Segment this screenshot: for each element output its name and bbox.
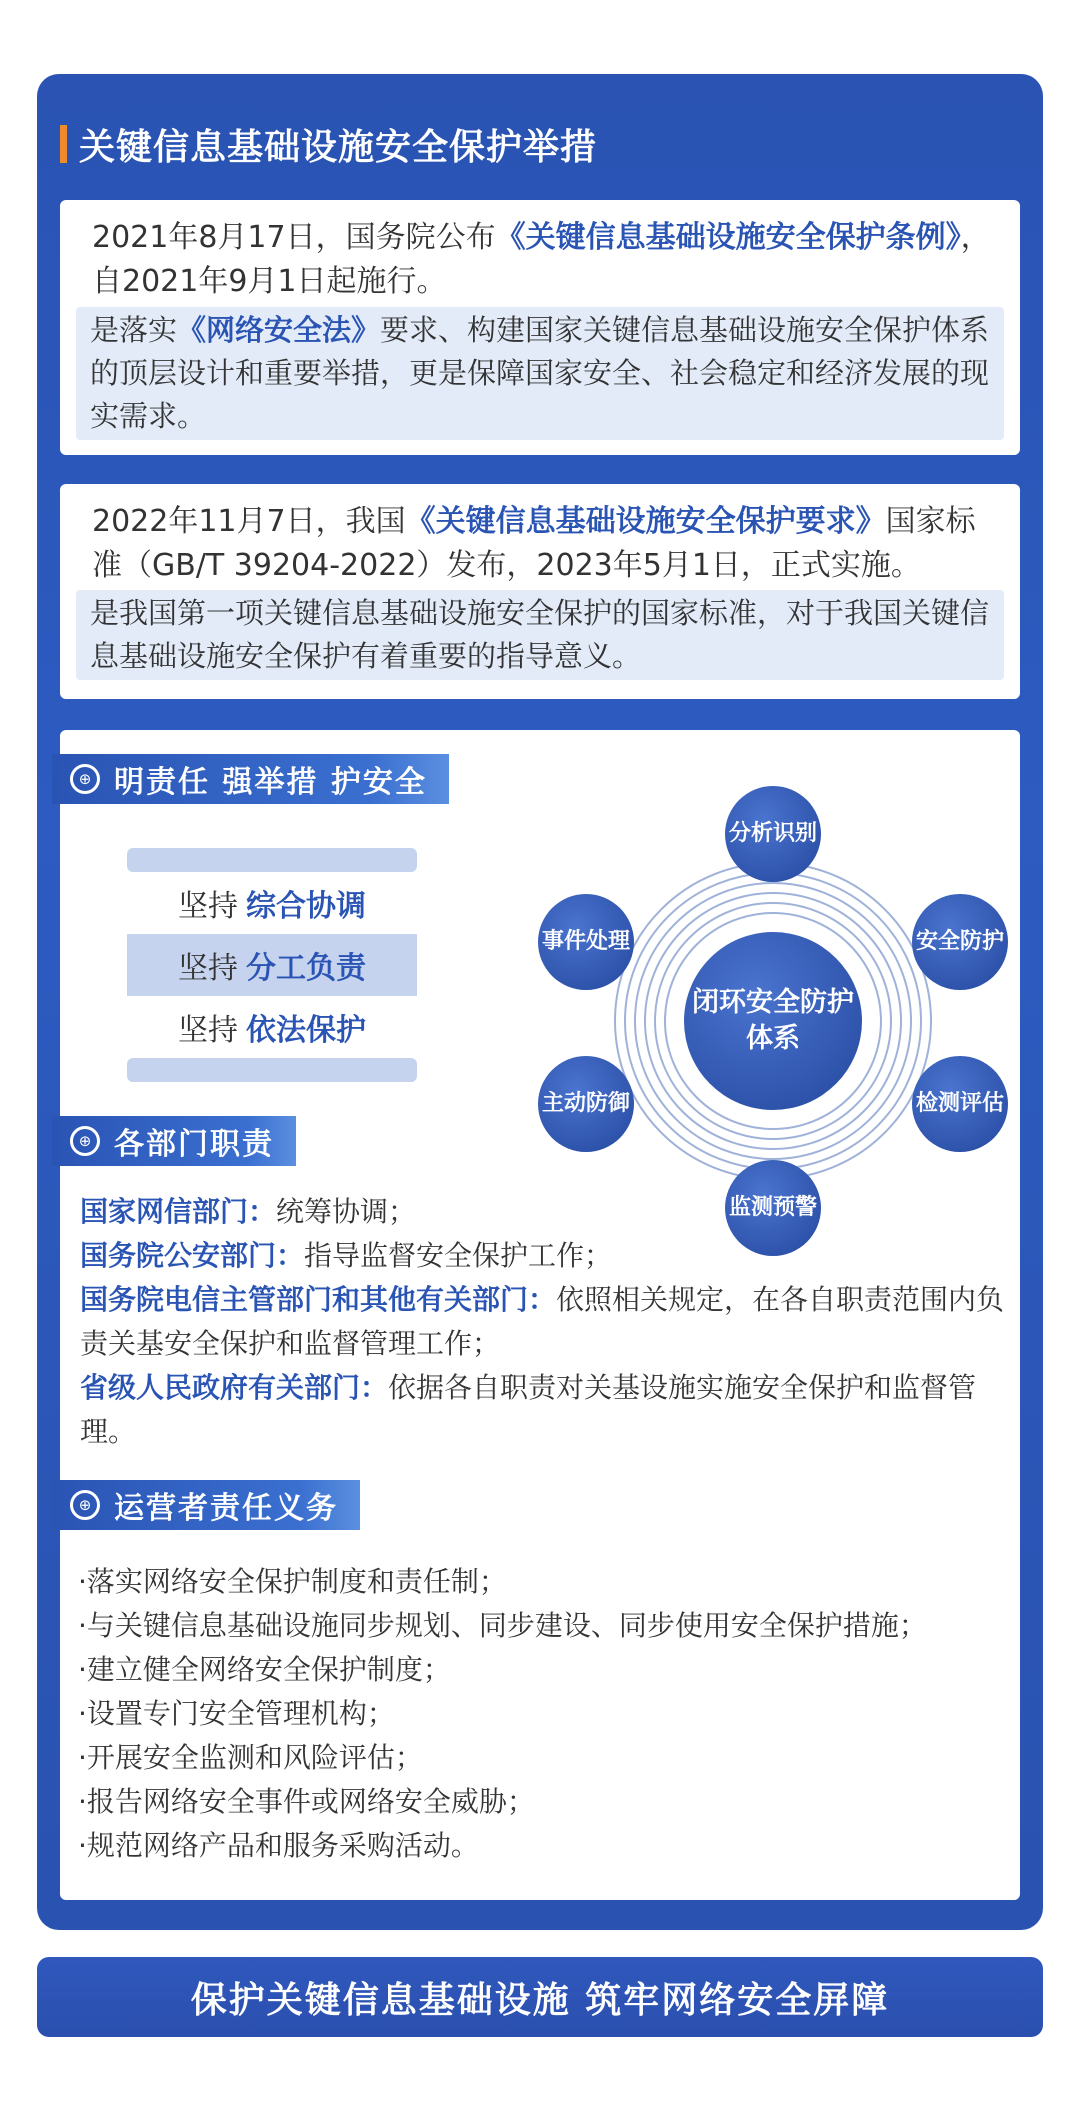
standard-lead bbox=[92, 500, 992, 588]
regulation-note-post: 要求、构建国家关键信息基础设施安全保护体系的顶层设计和重要举措，更是保障国家安全、社会稳定和经济发展的现实需求。 bbox=[90, 313, 990, 433]
regulation-card bbox=[60, 200, 1020, 455]
principle-keyword: 综合协调 bbox=[246, 889, 366, 924]
loop-node-protection: 安全防护 bbox=[912, 894, 1008, 990]
footer-slogan: 保护关键信息基础设施 筑牢网络安全屏障 bbox=[190, 1979, 890, 2021]
principle-keyword: 分工负责 bbox=[246, 951, 366, 986]
regulation-lead-pre: 2021年8月17日，国务院公布 bbox=[92, 220, 496, 255]
loop-node-analysis: 分析识别 bbox=[725, 786, 821, 882]
loop-node-incident: 事件处理 bbox=[538, 894, 634, 990]
section-heading-operators bbox=[52, 1480, 360, 1530]
page-title-text: 关键信息基础设施安全保护举措 bbox=[79, 126, 598, 168]
loop-node-defense: 主动防御 bbox=[538, 1056, 634, 1152]
title-accent-bar bbox=[60, 125, 67, 163]
principle-prefix: 坚持 bbox=[178, 889, 238, 924]
list-item: ·报告网络安全事件或网络安全威胁； bbox=[78, 1785, 535, 1818]
principle-keyword: 依法保护 bbox=[246, 1013, 366, 1048]
closed-loop-diagram bbox=[538, 786, 1008, 1256]
list-item: ·规范网络产品和服务采购活动。 bbox=[78, 1829, 479, 1862]
principle-prefix: 坚持 bbox=[178, 951, 238, 986]
principles-bottom-bar bbox=[127, 1058, 417, 1082]
loop-center: 闭环安全防护体系 bbox=[684, 932, 862, 1110]
regulation-name: 《关键信息基础设施安全保护条例》 bbox=[495, 220, 961, 255]
regulation-note bbox=[76, 307, 1004, 440]
principle-prefix: 坚持 bbox=[178, 1013, 238, 1048]
regulation-lead-post: ，自2021年9月1日起施行。 bbox=[92, 220, 991, 299]
standard-name: 《关键信息基础设施安全保护要求》 bbox=[405, 504, 886, 539]
list-item bbox=[80, 1234, 1010, 1278]
department-duty: 依照相关规定，在各自职责范围内负责关基安全保护和监督管理工作； bbox=[80, 1283, 1005, 1360]
section-heading-text: 各部门职责 bbox=[114, 1127, 274, 1162]
list-item bbox=[80, 1190, 1010, 1234]
section-heading-text: 运营者责任义务 bbox=[114, 1491, 338, 1526]
principle-item bbox=[127, 872, 417, 934]
section-heading-departments bbox=[52, 1116, 296, 1166]
department-name: 国务院公安部门： bbox=[80, 1239, 305, 1272]
standard-card bbox=[60, 484, 1020, 699]
cybersecurity-law-name: 《网络安全法》 bbox=[177, 313, 381, 347]
principles-list bbox=[127, 848, 417, 1082]
standard-note: 是我国第一项关键信息基础设施安全保护的国家标准，对于我国关键信息基础设施安全保护有着重要的指导意义。 bbox=[76, 590, 1004, 680]
section-heading-text: 明责任 强举措 护安全 bbox=[114, 765, 427, 800]
department-duty: 依据各自职责对关基设施实施安全保护和监督管理。 bbox=[80, 1371, 977, 1448]
principles-top-bar bbox=[127, 848, 417, 872]
regulation-note-pre: 是落实 bbox=[90, 313, 178, 347]
list-item: ·设置专门安全管理机构； bbox=[78, 1697, 395, 1730]
principle-item bbox=[127, 996, 417, 1058]
department-name: 省级人民政府有关部门： bbox=[80, 1371, 389, 1404]
standard-lead-post: 国家标准（GB/T 39204-2022）发布，2023年5月1日，正式实施。 bbox=[92, 504, 976, 583]
department-name: 国家网信部门： bbox=[80, 1195, 277, 1228]
list-item bbox=[80, 1278, 1010, 1366]
footer-banner bbox=[37, 1957, 1043, 2037]
loop-node-assessment: 检测评估 bbox=[912, 1056, 1008, 1152]
operator-duty-list bbox=[78, 1560, 1008, 1868]
shield-icon: ⊕ bbox=[70, 764, 100, 794]
department-duty: 指导监督安全保护工作； bbox=[304, 1239, 613, 1272]
department-duty: 统筹协调； bbox=[276, 1195, 417, 1228]
department-name: 国务院电信主管部门和其他有关部门： bbox=[80, 1283, 557, 1316]
list-item: ·建立健全网络安全保护制度； bbox=[78, 1653, 451, 1686]
list-item: ·与关键信息基础设施同步规划、同步建设、同步使用安全保护措施； bbox=[78, 1609, 927, 1642]
page-title bbox=[60, 122, 597, 166]
shield-icon: ⊕ bbox=[70, 1490, 100, 1520]
loop-node-warning: 监测预警 bbox=[725, 1160, 821, 1256]
list-item bbox=[80, 1366, 1010, 1454]
shield-icon: ⊕ bbox=[70, 1126, 100, 1156]
principle-item bbox=[127, 934, 417, 996]
section-heading-responsibility bbox=[52, 754, 449, 804]
list-item: ·落实网络安全保护制度和责任制； bbox=[78, 1565, 507, 1598]
department-list bbox=[80, 1190, 1010, 1454]
regulation-lead bbox=[92, 216, 992, 304]
standard-lead-pre: 2022年11月7日，我国 bbox=[92, 504, 406, 539]
measures-card bbox=[60, 730, 1020, 1900]
list-item: ·开展安全监测和风险评估； bbox=[78, 1741, 423, 1774]
